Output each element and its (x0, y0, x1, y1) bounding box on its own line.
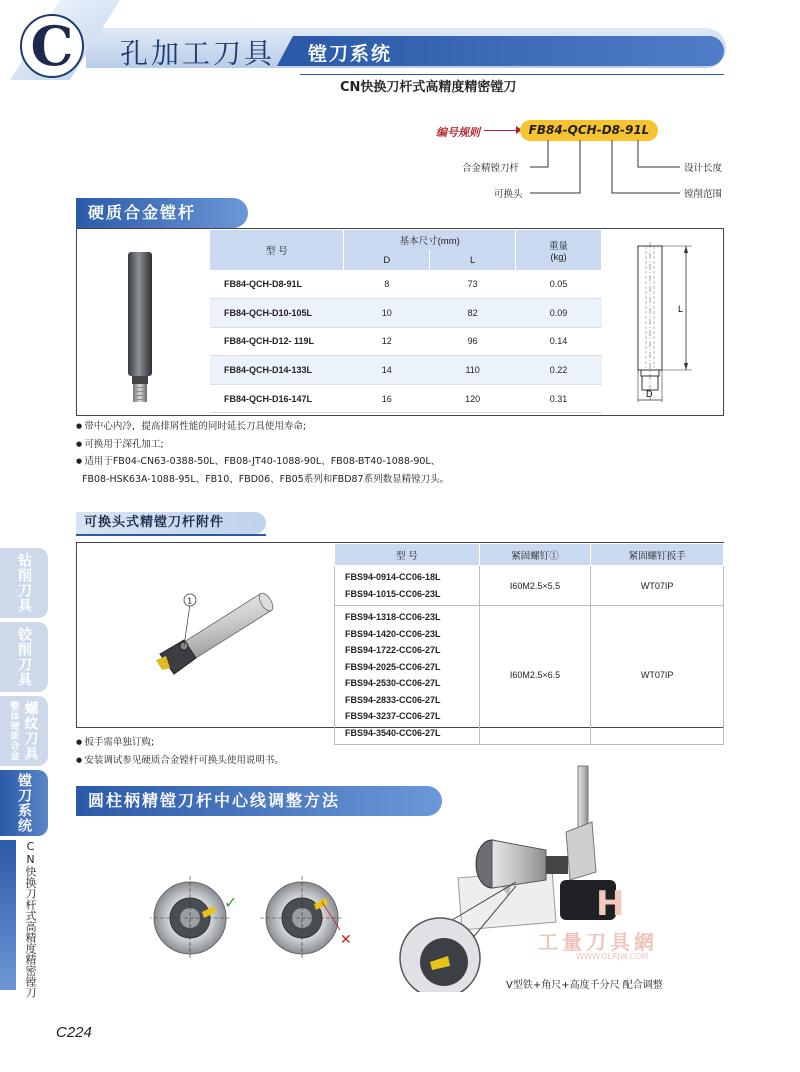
incorrect-position-diagram (260, 876, 352, 960)
col-d: D (344, 250, 430, 270)
cell-model: FB84-QCH-D12- 119L (210, 327, 344, 356)
model-item: FBS94-1420-CC06-23L (345, 628, 441, 639)
bar-dimension-drawing (624, 240, 704, 410)
cell-weight: 0.22 (516, 356, 602, 385)
check-ok-icon: ✓ (224, 893, 238, 912)
cell-model: FB84-QCH-D14-133L (210, 356, 344, 385)
cell-weight: 0.14 (516, 327, 602, 356)
page-subtitle: CN快换刀杆式高精度精密镗刀 (340, 80, 517, 95)
chapter-letter-badge: C (20, 14, 84, 78)
cell-l: 73 (430, 270, 516, 299)
v-block-setup-illustration (396, 762, 716, 992)
cell-l: 82 (430, 299, 516, 328)
model-item: FBS94-2833-CC06-27L (345, 694, 441, 705)
col-model: 型 号 (210, 230, 344, 270)
side-tab-drilling[interactable] (0, 548, 48, 618)
cell-d: 14 (344, 356, 430, 385)
accessories-table (334, 543, 724, 745)
model-item: FBS94-2530-CC06-27L (345, 678, 441, 688)
col-weight-unit: (kg) (550, 251, 567, 263)
side-section-label: CN快换刀杆式高精度精密镗刀 (24, 840, 37, 998)
code-part-carbide-bar: 合金精镗刀杆 (462, 163, 520, 174)
table-row (210, 270, 602, 299)
col-weight (516, 230, 602, 270)
cell-weight: 0.09 (516, 299, 602, 328)
correct-position-diagram (150, 876, 237, 960)
note-item: ● 扳手需单独订购; (76, 734, 284, 752)
cell-weight: 0.31 (516, 384, 602, 413)
code-rule-arrow-icon (484, 130, 518, 131)
page-number: C224 (56, 1024, 92, 1041)
col-weight-label: 重量 (549, 240, 569, 252)
table-row (335, 606, 724, 745)
cell-weight: 0.05 (516, 270, 602, 299)
cell-d: 12 (344, 327, 430, 356)
model-item: FBS94-3540-CC06-27L (345, 727, 441, 738)
cell-l: 96 (430, 327, 516, 356)
carbide-bar-table (210, 230, 602, 413)
table-row (210, 327, 602, 356)
header-divider (300, 74, 724, 75)
category-tab (300, 36, 724, 66)
table-row (210, 299, 602, 328)
check-bad-icon: ✕ (340, 932, 352, 948)
callout-number: 1 (187, 596, 192, 606)
page-title: 孔加工刀具 (120, 37, 276, 70)
note-item: ● 可换用于深孔加工; (76, 436, 449, 454)
cell-models (335, 606, 480, 745)
cell-d: 16 (344, 384, 430, 413)
col-wrench: 紧固螺钉扳手 (591, 544, 724, 566)
side-tab-label: 螺纹刀具 (22, 701, 39, 761)
watermark-brand: 工量刀具網 (538, 930, 658, 954)
cell-model: FB84-QCH-D10-105L (210, 299, 344, 328)
category-label: 镗刀系统 (308, 43, 393, 65)
drawing-label-d: D (646, 389, 653, 399)
code-example: FB84-QCH-D8-91L (520, 120, 658, 141)
model-item: FBS94-1722-CC06-27L (345, 645, 441, 655)
code-rule-label: 编号规则 (436, 126, 480, 139)
side-section-bar (0, 840, 16, 990)
model-item: FBS94-1015-CC06-23L (345, 588, 441, 599)
section-heading-accessories: 可换头式精镗刀杆附件 (76, 512, 266, 534)
watermark-url: WWW.GLRJW.COM (576, 952, 649, 961)
side-tab-label: 镗刀系统 (16, 773, 32, 833)
boring-head-illustration (140, 584, 280, 684)
cell-d: 10 (344, 299, 430, 328)
code-part-replaceable-head: 可换头 (494, 189, 523, 200)
cell-l: 110 (430, 356, 516, 385)
cell-d: 8 (344, 270, 430, 299)
col-screw: 紧固螺钉① (479, 544, 591, 566)
code-part-boring-range: 镗削范围 (684, 189, 723, 200)
model-item: FBS94-0914-CC06-18L (345, 572, 441, 582)
side-tab-threading[interactable] (0, 696, 48, 766)
cell-l: 120 (430, 384, 516, 413)
table-row (210, 356, 602, 385)
col-basic-size: 基本尺寸(mm) (344, 230, 516, 250)
centerline-comparison-diagram (150, 872, 390, 964)
side-tab-boring[interactable] (0, 770, 48, 836)
cell-models (335, 566, 480, 606)
col-model: 型 号 (335, 544, 480, 566)
note-item: ● 安装调试参见硬质合金镗杆可换头使用说明书。 (76, 752, 284, 770)
cell-screw: I60M2.5×6.5 (479, 606, 591, 745)
section2-notes (76, 734, 284, 769)
section1-notes (76, 418, 449, 488)
setup-caption: V型铁+角尺+高度千分尺 配合调整 (506, 980, 663, 991)
model-item: FBS94-2025-CC06-27L (345, 661, 441, 672)
cell-model: FB84-QCH-D16-147L (210, 384, 344, 413)
section-heading-underline (76, 534, 266, 536)
code-part-design-length: 设计长度 (684, 163, 723, 174)
col-l: L (430, 250, 516, 270)
carbide-bar-image (118, 246, 162, 406)
side-tab-sublabel: 整体硬质合金 (8, 701, 19, 761)
cell-wrench: WT07IP (591, 606, 724, 745)
side-tab-label: 铰削刀具 (16, 627, 32, 687)
cell-screw: I60M2.5×5.5 (479, 566, 591, 606)
drawing-label-l: L (678, 304, 684, 314)
side-tab-reaming[interactable] (0, 622, 48, 692)
note-item: FB08-HSK63A-1088-95L、FB10、FBD06、FB05系列和FBD87系列数显精镗刀头。 (82, 473, 450, 485)
note-item: ● 带中心内冷，提高排屑性能的同时延长刀具使用寿命; (76, 418, 449, 436)
side-tab-label: 钻削刀具 (16, 553, 32, 613)
section-heading-centerline-adjust: 圆柱柄精镗刀杆中心线调整方法 (76, 786, 442, 816)
section-heading-carbide-bar: 硬质合金镗杆 (76, 198, 248, 228)
cell-wrench: WT07IP (591, 566, 724, 606)
model-item: FBS94-1318-CC06-23L (345, 612, 441, 622)
table-row (210, 384, 602, 413)
model-item: FBS94-3237-CC06-27L (345, 711, 441, 721)
cell-model: FB84-QCH-D8-91L (210, 270, 344, 299)
table-row (335, 566, 724, 606)
watermark-logo-icon: H (596, 884, 625, 924)
note-item: ● 适用于FB04-CN63-0388-50L、FB08-JT40-1088-90L、FB08-BT40-1088-90L、 (76, 453, 449, 471)
